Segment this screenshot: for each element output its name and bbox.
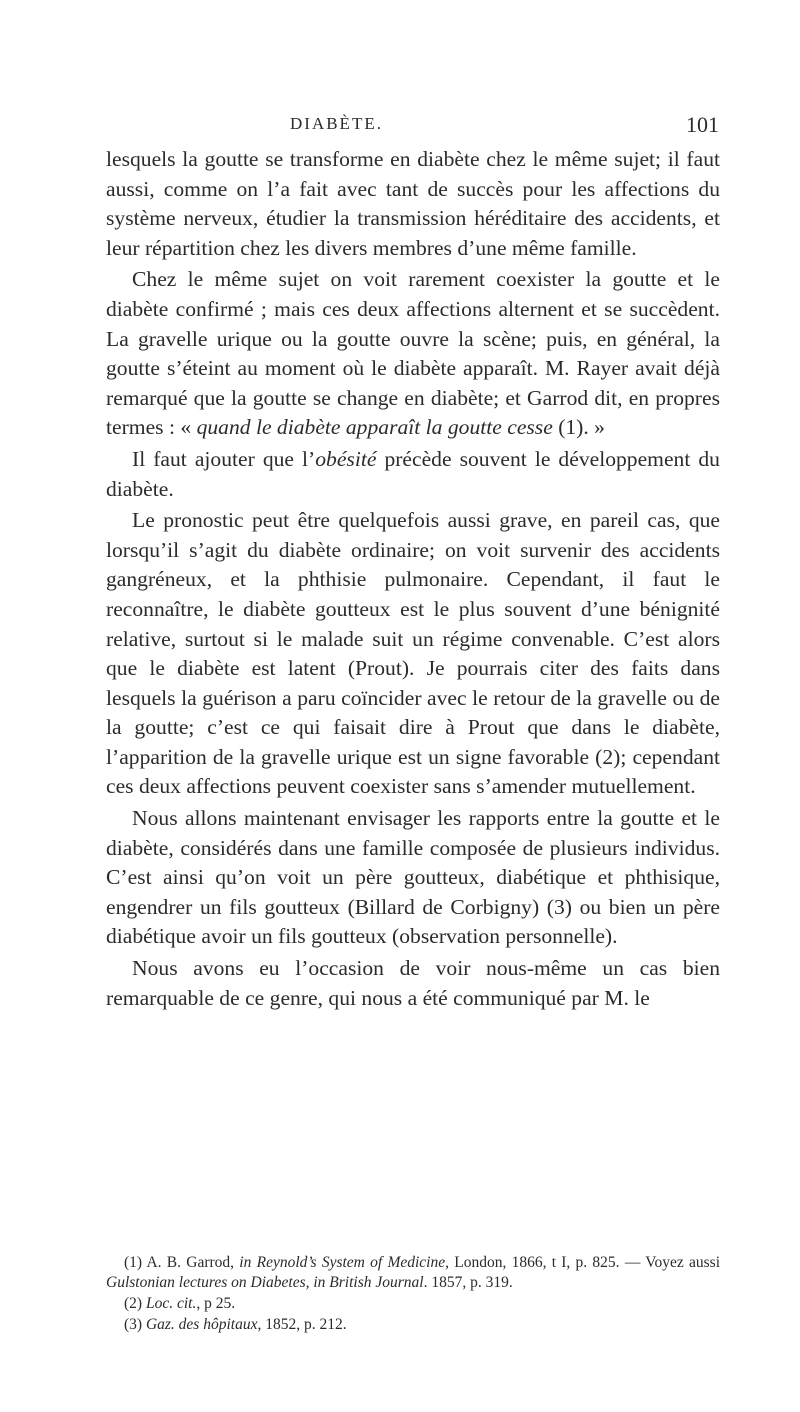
paragraph-5: Nous allons maintenant envisager les rapports entre la goutte et le diabète, considérés dans une famille composée de plusieurs individus. C’est ainsi qu’on voit un père goutteux, diabétique et phthisique, engendrer un fils goutteux (Billard de Corbigny) (3) ou bien un père diabétique avoir un fils goutteux (observation personnelle).: [106, 806, 720, 949]
garrod-quote: quand le diabète apparaît la goutte cesse: [196, 415, 553, 440]
footnote-1-text-b: , London, 1866, t I, p. 825. — Voyez aussi: [445, 1254, 720, 1271]
footnote-1: [106, 1253, 720, 1293]
footnote-3-text-b: , 1852, p. 212.: [257, 1316, 347, 1333]
paragraph-2-text-b: (1). »: [552, 415, 605, 440]
body-text: [106, 145, 720, 1013]
footnote-3-text-a: (3): [124, 1316, 146, 1333]
page-number: 101: [686, 112, 719, 137]
footnote-2: [106, 1294, 720, 1314]
footnote-1-text-a: (1) A. B. Garrod,: [124, 1254, 240, 1271]
footnote-1-source-2: Gulstonian lectures on Diabetes, in British Journal: [106, 1274, 424, 1291]
paragraph-4: Le pronostic peut être quelquefois aussi grave, en pareil cas, que lorsqu’il s’agit du diabète ordinaire; on voit survenir des accidents gangréneux, et la phthisie pulmonaire. Cependant, il faut le reconnaître, le diabète goutteux est le plus souvent d’une bénignité relative, surtout si le malade suit un régime convenable. C’est alors que le diabète est latent (Prout). Je pourrais citer des faits dans lesquels la guérison a paru coïncider avec le retour de la gravelle ou de la goutte; c’est ce qui faisait dire à Prout que dans le diabète, l’apparition de la gravelle urique est un signe favorable (2); cependant ces deux affections peuvent coexister sans s’amender mutuellement.: [106, 508, 720, 799]
footnote-2-source: Loc. cit.: [145, 1295, 197, 1312]
paragraph-3: [106, 445, 720, 504]
footnotes: [106, 1253, 720, 1335]
paragraph-2-text-a: Chez le même sujet on voit rarement coexister la goutte et le diabète confirmé ; mais ces deux affections alternent et se succèdent. La gravelle urique ou la goutte ouvre la scène; puis, en général, la goutte s’éteint au moment où le diabète apparaît. M. Rayer avait déjà remarqué que la goutte se change en diabète; et Garrod dit, en propres termes : «: [106, 267, 720, 440]
footnote-2-text-a: (2): [124, 1295, 146, 1312]
paragraph-3-text-a: Il faut ajouter que l’: [132, 446, 316, 471]
footnote-3: [106, 1315, 720, 1335]
page-header: [0, 112, 800, 144]
running-head: DIABÈTE.: [290, 114, 383, 133]
paragraph-3-text-b: précède souvent le développement du diabète.: [106, 446, 720, 501]
footnote-2-text-b: , p 25.: [196, 1295, 236, 1312]
obesite-term: obésité: [315, 446, 377, 471]
footnote-1-source-1: in Reynold’s System of Medicine: [239, 1254, 446, 1271]
paragraph-6: Nous avons eu l’occasion de voir nous-même un cas bien remarquable de ce genre, qui nous a été communiqué par M. le: [106, 956, 720, 1010]
paragraph-1: lesquels la goutte se transforme en diabète chez le même sujet; il faut aussi, comme on l’a fait avec tant de succès pour les affections du système nerveux, étudier la transmission héréditaire des accidents, et leur répartition chez les divers membres d’une même famille.: [106, 147, 720, 260]
footnote-3-source: Gaz. des hôpitaux: [145, 1316, 258, 1333]
paragraph-2: [106, 265, 720, 443]
footnote-1-text-c: . 1857, p. 319.: [423, 1274, 513, 1291]
